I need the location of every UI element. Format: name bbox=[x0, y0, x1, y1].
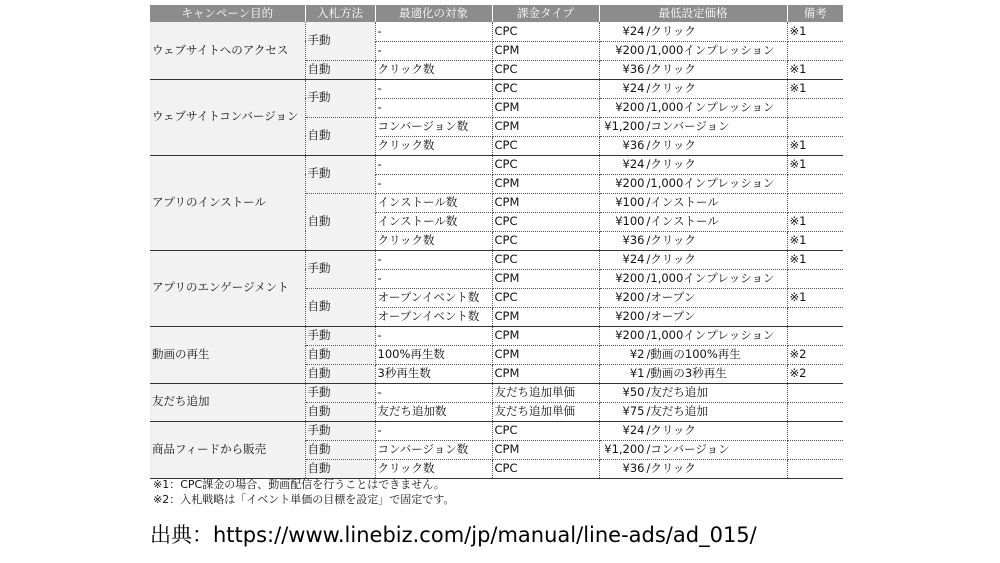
header-min-price: 最低設定価格 bbox=[599, 5, 787, 22]
cell-min-price bbox=[599, 41, 787, 60]
cell-note bbox=[787, 440, 843, 459]
price-value: ¥200 bbox=[615, 99, 645, 114]
price-unit: /クリック bbox=[646, 156, 696, 171]
source-citation: 出典：https://www.linebiz.com/jp/manual/line-ads/ad_015/ bbox=[150, 523, 757, 547]
cell-billing-type: CPM bbox=[492, 98, 599, 117]
cell-billing-type: CPM bbox=[492, 364, 599, 383]
cell-billing-type: CPC bbox=[492, 155, 599, 174]
price-unit: /友だち追加 bbox=[646, 403, 708, 418]
cell-min-price bbox=[599, 212, 787, 231]
cell-bid-method: 自動 bbox=[305, 193, 375, 250]
cell-note: ※1 bbox=[787, 79, 843, 98]
cell-billing-type: CPC bbox=[492, 288, 599, 307]
footnote-1: ※1：CPC課金の場合、動画配信を行うことはできません。 bbox=[153, 478, 445, 491]
table-row bbox=[150, 250, 843, 269]
price-value: ¥36 bbox=[622, 61, 645, 76]
cell-optimization-target: - bbox=[375, 79, 492, 98]
cell-campaign-purpose: ウェブサイトへのアクセス bbox=[150, 22, 305, 79]
cell-min-price bbox=[599, 136, 787, 155]
header-optimization-target: 最適化の対象 bbox=[375, 5, 492, 22]
header-bid-method: 入札方法 bbox=[305, 5, 375, 22]
cell-bid-method: 手動 bbox=[305, 79, 375, 117]
cell-billing-type: CPC bbox=[492, 136, 599, 155]
cell-note: ※2 bbox=[787, 345, 843, 364]
price-value: ¥36 bbox=[622, 460, 645, 475]
cell-optimization-target: 友だち追加数 bbox=[375, 402, 492, 421]
price-unit: /クリック bbox=[646, 422, 696, 437]
cell-optimization-target: - bbox=[375, 326, 492, 345]
price-value: ¥24 bbox=[622, 251, 645, 266]
price-unit: /クリック bbox=[646, 61, 696, 76]
price-value: ¥24 bbox=[622, 156, 645, 171]
cell-min-price bbox=[599, 22, 787, 41]
cell-bid-method: 自動 bbox=[305, 288, 375, 326]
cell-bid-method: 自動 bbox=[305, 402, 375, 421]
cell-optimization-target: - bbox=[375, 174, 492, 193]
cell-optimization-target: クリック数 bbox=[375, 459, 492, 478]
cell-optimization-target: クリック数 bbox=[375, 231, 492, 250]
price-value: ¥36 bbox=[622, 137, 645, 152]
cell-optimization-target: インストール数 bbox=[375, 212, 492, 231]
cell-billing-type: CPC bbox=[492, 250, 599, 269]
cell-min-price bbox=[599, 269, 787, 288]
cell-note bbox=[787, 307, 843, 326]
table-body bbox=[150, 22, 843, 478]
price-value: ¥1,200 bbox=[604, 118, 645, 133]
price-value: ¥100 bbox=[615, 194, 645, 209]
cell-note: ※1 bbox=[787, 60, 843, 79]
header-notes: 備考 bbox=[787, 5, 843, 22]
cell-optimization-target: クリック数 bbox=[375, 136, 492, 155]
price-unit: /1,000インプレッション bbox=[646, 99, 775, 114]
cell-optimization-target: 100%再生数 bbox=[375, 345, 492, 364]
cell-note bbox=[787, 193, 843, 212]
cell-note bbox=[787, 41, 843, 60]
cell-note bbox=[787, 326, 843, 345]
price-unit: /動画の100%再生 bbox=[646, 346, 741, 361]
pricing-table bbox=[150, 5, 843, 479]
cell-bid-method: 自動 bbox=[305, 345, 375, 364]
cell-bid-method: 手動 bbox=[305, 155, 375, 193]
cell-min-price bbox=[599, 155, 787, 174]
price-value: ¥200 bbox=[615, 42, 645, 57]
price-unit: /クリック bbox=[646, 80, 696, 95]
price-unit: /1,000インプレッション bbox=[646, 270, 775, 285]
table-row bbox=[150, 383, 843, 402]
cell-optimization-target: - bbox=[375, 155, 492, 174]
cell-note bbox=[787, 402, 843, 421]
price-value: ¥1,200 bbox=[604, 441, 645, 456]
cell-optimization-target: - bbox=[375, 269, 492, 288]
table-header-row bbox=[150, 5, 843, 22]
cell-optimization-target: - bbox=[375, 22, 492, 41]
cell-campaign-purpose: アプリのエンゲージメント bbox=[150, 250, 305, 326]
cell-billing-type: CPC bbox=[492, 231, 599, 250]
cell-note: ※1 bbox=[787, 212, 843, 231]
table-row bbox=[150, 79, 843, 98]
price-value: ¥50 bbox=[622, 384, 645, 399]
price-unit: /コンバージョン bbox=[646, 441, 730, 456]
cell-bid-method: 自動 bbox=[305, 117, 375, 155]
price-value: ¥200 bbox=[615, 175, 645, 190]
cell-campaign-purpose: ウェブサイトコンバージョン bbox=[150, 79, 305, 155]
cell-min-price bbox=[599, 402, 787, 421]
cell-bid-method: 手動 bbox=[305, 250, 375, 288]
cell-min-price bbox=[599, 250, 787, 269]
cell-optimization-target: コンバージョン数 bbox=[375, 117, 492, 136]
price-value: ¥36 bbox=[622, 232, 645, 247]
header-campaign-purpose: キャンペーン目的 bbox=[150, 5, 305, 22]
cell-campaign-purpose: 友だち追加 bbox=[150, 383, 305, 421]
cell-note bbox=[787, 459, 843, 478]
cell-billing-type: CPC bbox=[492, 459, 599, 478]
cell-min-price bbox=[599, 307, 787, 326]
price-value: ¥1 bbox=[629, 365, 645, 380]
cell-note: ※1 bbox=[787, 288, 843, 307]
cell-note: ※1 bbox=[787, 136, 843, 155]
cell-note: ※1 bbox=[787, 250, 843, 269]
footnote-2: ※2：入札戦略は「イベント単価の目標を設定」で固定です。 bbox=[153, 493, 455, 506]
cell-billing-type: CPC bbox=[492, 421, 599, 440]
cell-min-price bbox=[599, 98, 787, 117]
cell-min-price bbox=[599, 231, 787, 250]
table-row bbox=[150, 22, 843, 41]
cell-billing-type: CPM bbox=[492, 440, 599, 459]
cell-billing-type: CPC bbox=[492, 60, 599, 79]
cell-min-price bbox=[599, 326, 787, 345]
price-unit: /1,000インプレッション bbox=[646, 42, 775, 57]
price-unit: /1,000インプレッション bbox=[646, 175, 775, 190]
cell-min-price bbox=[599, 117, 787, 136]
cell-note bbox=[787, 421, 843, 440]
price-value: ¥24 bbox=[622, 23, 645, 38]
cell-billing-type: 友だち追加単価 bbox=[492, 402, 599, 421]
cell-min-price bbox=[599, 345, 787, 364]
cell-optimization-target: クリック数 bbox=[375, 60, 492, 79]
cell-optimization-target: オープンイベント数 bbox=[375, 288, 492, 307]
header-billing-type: 課金タイプ bbox=[492, 5, 599, 22]
cell-billing-type: CPC bbox=[492, 212, 599, 231]
cell-campaign-purpose: 商品フィードから販売 bbox=[150, 421, 305, 478]
price-value: ¥2 bbox=[629, 346, 645, 361]
price-unit: /インストール bbox=[646, 213, 719, 228]
price-unit: /コンバージョン bbox=[646, 118, 730, 133]
cell-min-price bbox=[599, 174, 787, 193]
price-unit: /インストール bbox=[646, 194, 719, 209]
cell-note bbox=[787, 383, 843, 402]
cell-billing-type: CPM bbox=[492, 345, 599, 364]
table-row bbox=[150, 421, 843, 440]
cell-billing-type: CPM bbox=[492, 307, 599, 326]
cell-billing-type: CPM bbox=[492, 326, 599, 345]
cell-optimization-target: - bbox=[375, 250, 492, 269]
cell-billing-type: 友だち追加単価 bbox=[492, 383, 599, 402]
cell-note: ※2 bbox=[787, 364, 843, 383]
cell-min-price bbox=[599, 364, 787, 383]
price-value: ¥200 bbox=[615, 289, 645, 304]
cell-billing-type: CPM bbox=[492, 269, 599, 288]
cell-optimization-target: オープンイベント数 bbox=[375, 307, 492, 326]
price-unit: /動画の3秒再生 bbox=[646, 365, 727, 380]
cell-optimization-target: - bbox=[375, 421, 492, 440]
cell-note bbox=[787, 117, 843, 136]
cell-billing-type: CPC bbox=[492, 22, 599, 41]
cell-optimization-target: コンバージョン数 bbox=[375, 440, 492, 459]
cell-min-price bbox=[599, 421, 787, 440]
cell-note: ※1 bbox=[787, 155, 843, 174]
cell-bid-method: 自動 bbox=[305, 440, 375, 459]
cell-bid-method: 手動 bbox=[305, 326, 375, 345]
cell-bid-method: 手動 bbox=[305, 383, 375, 402]
cell-note bbox=[787, 269, 843, 288]
price-unit: /クリック bbox=[646, 137, 696, 152]
table-row bbox=[150, 326, 843, 345]
price-value: ¥200 bbox=[615, 308, 645, 323]
cell-min-price bbox=[599, 440, 787, 459]
cell-note bbox=[787, 174, 843, 193]
price-unit: /クリック bbox=[646, 251, 696, 266]
cell-note bbox=[787, 98, 843, 117]
cell-bid-method: 自動 bbox=[305, 60, 375, 79]
price-unit: /クリック bbox=[646, 232, 696, 247]
cell-billing-type: CPC bbox=[492, 79, 599, 98]
cell-campaign-purpose: アプリのインストール bbox=[150, 155, 305, 250]
cell-bid-method: 自動 bbox=[305, 364, 375, 383]
price-value: ¥200 bbox=[615, 327, 645, 342]
price-unit: /クリック bbox=[646, 460, 696, 475]
cell-optimization-target: - bbox=[375, 98, 492, 117]
price-unit: /クリック bbox=[646, 23, 696, 38]
cell-min-price bbox=[599, 459, 787, 478]
price-value: ¥24 bbox=[622, 80, 645, 95]
cell-optimization-target: インストール数 bbox=[375, 193, 492, 212]
cell-min-price bbox=[599, 79, 787, 98]
price-value: ¥75 bbox=[622, 403, 645, 418]
table-row bbox=[150, 155, 843, 174]
cell-optimization-target: - bbox=[375, 41, 492, 60]
price-value: ¥100 bbox=[615, 213, 645, 228]
cell-optimization-target: - bbox=[375, 383, 492, 402]
price-value: ¥24 bbox=[622, 422, 645, 437]
cell-billing-type: CPM bbox=[492, 174, 599, 193]
footnotes bbox=[153, 477, 454, 507]
cell-bid-method: 手動 bbox=[305, 421, 375, 440]
price-value: ¥200 bbox=[615, 270, 645, 285]
cell-optimization-target: 3秒再生数 bbox=[375, 364, 492, 383]
cell-min-price bbox=[599, 60, 787, 79]
cell-campaign-purpose: 動画の再生 bbox=[150, 326, 305, 383]
cell-min-price bbox=[599, 383, 787, 402]
price-unit: /友だち追加 bbox=[646, 384, 708, 399]
price-unit: /1,000インプレッション bbox=[646, 327, 775, 342]
cell-min-price bbox=[599, 193, 787, 212]
cell-note: ※1 bbox=[787, 231, 843, 250]
cell-billing-type: CPM bbox=[492, 41, 599, 60]
cell-bid-method: 自動 bbox=[305, 459, 375, 478]
price-unit: /オープン bbox=[646, 308, 696, 323]
cell-billing-type: CPM bbox=[492, 193, 599, 212]
cell-note: ※1 bbox=[787, 22, 843, 41]
price-unit: /オープン bbox=[646, 289, 696, 304]
cell-bid-method: 手動 bbox=[305, 22, 375, 60]
cell-min-price bbox=[599, 288, 787, 307]
cell-billing-type: CPM bbox=[492, 117, 599, 136]
